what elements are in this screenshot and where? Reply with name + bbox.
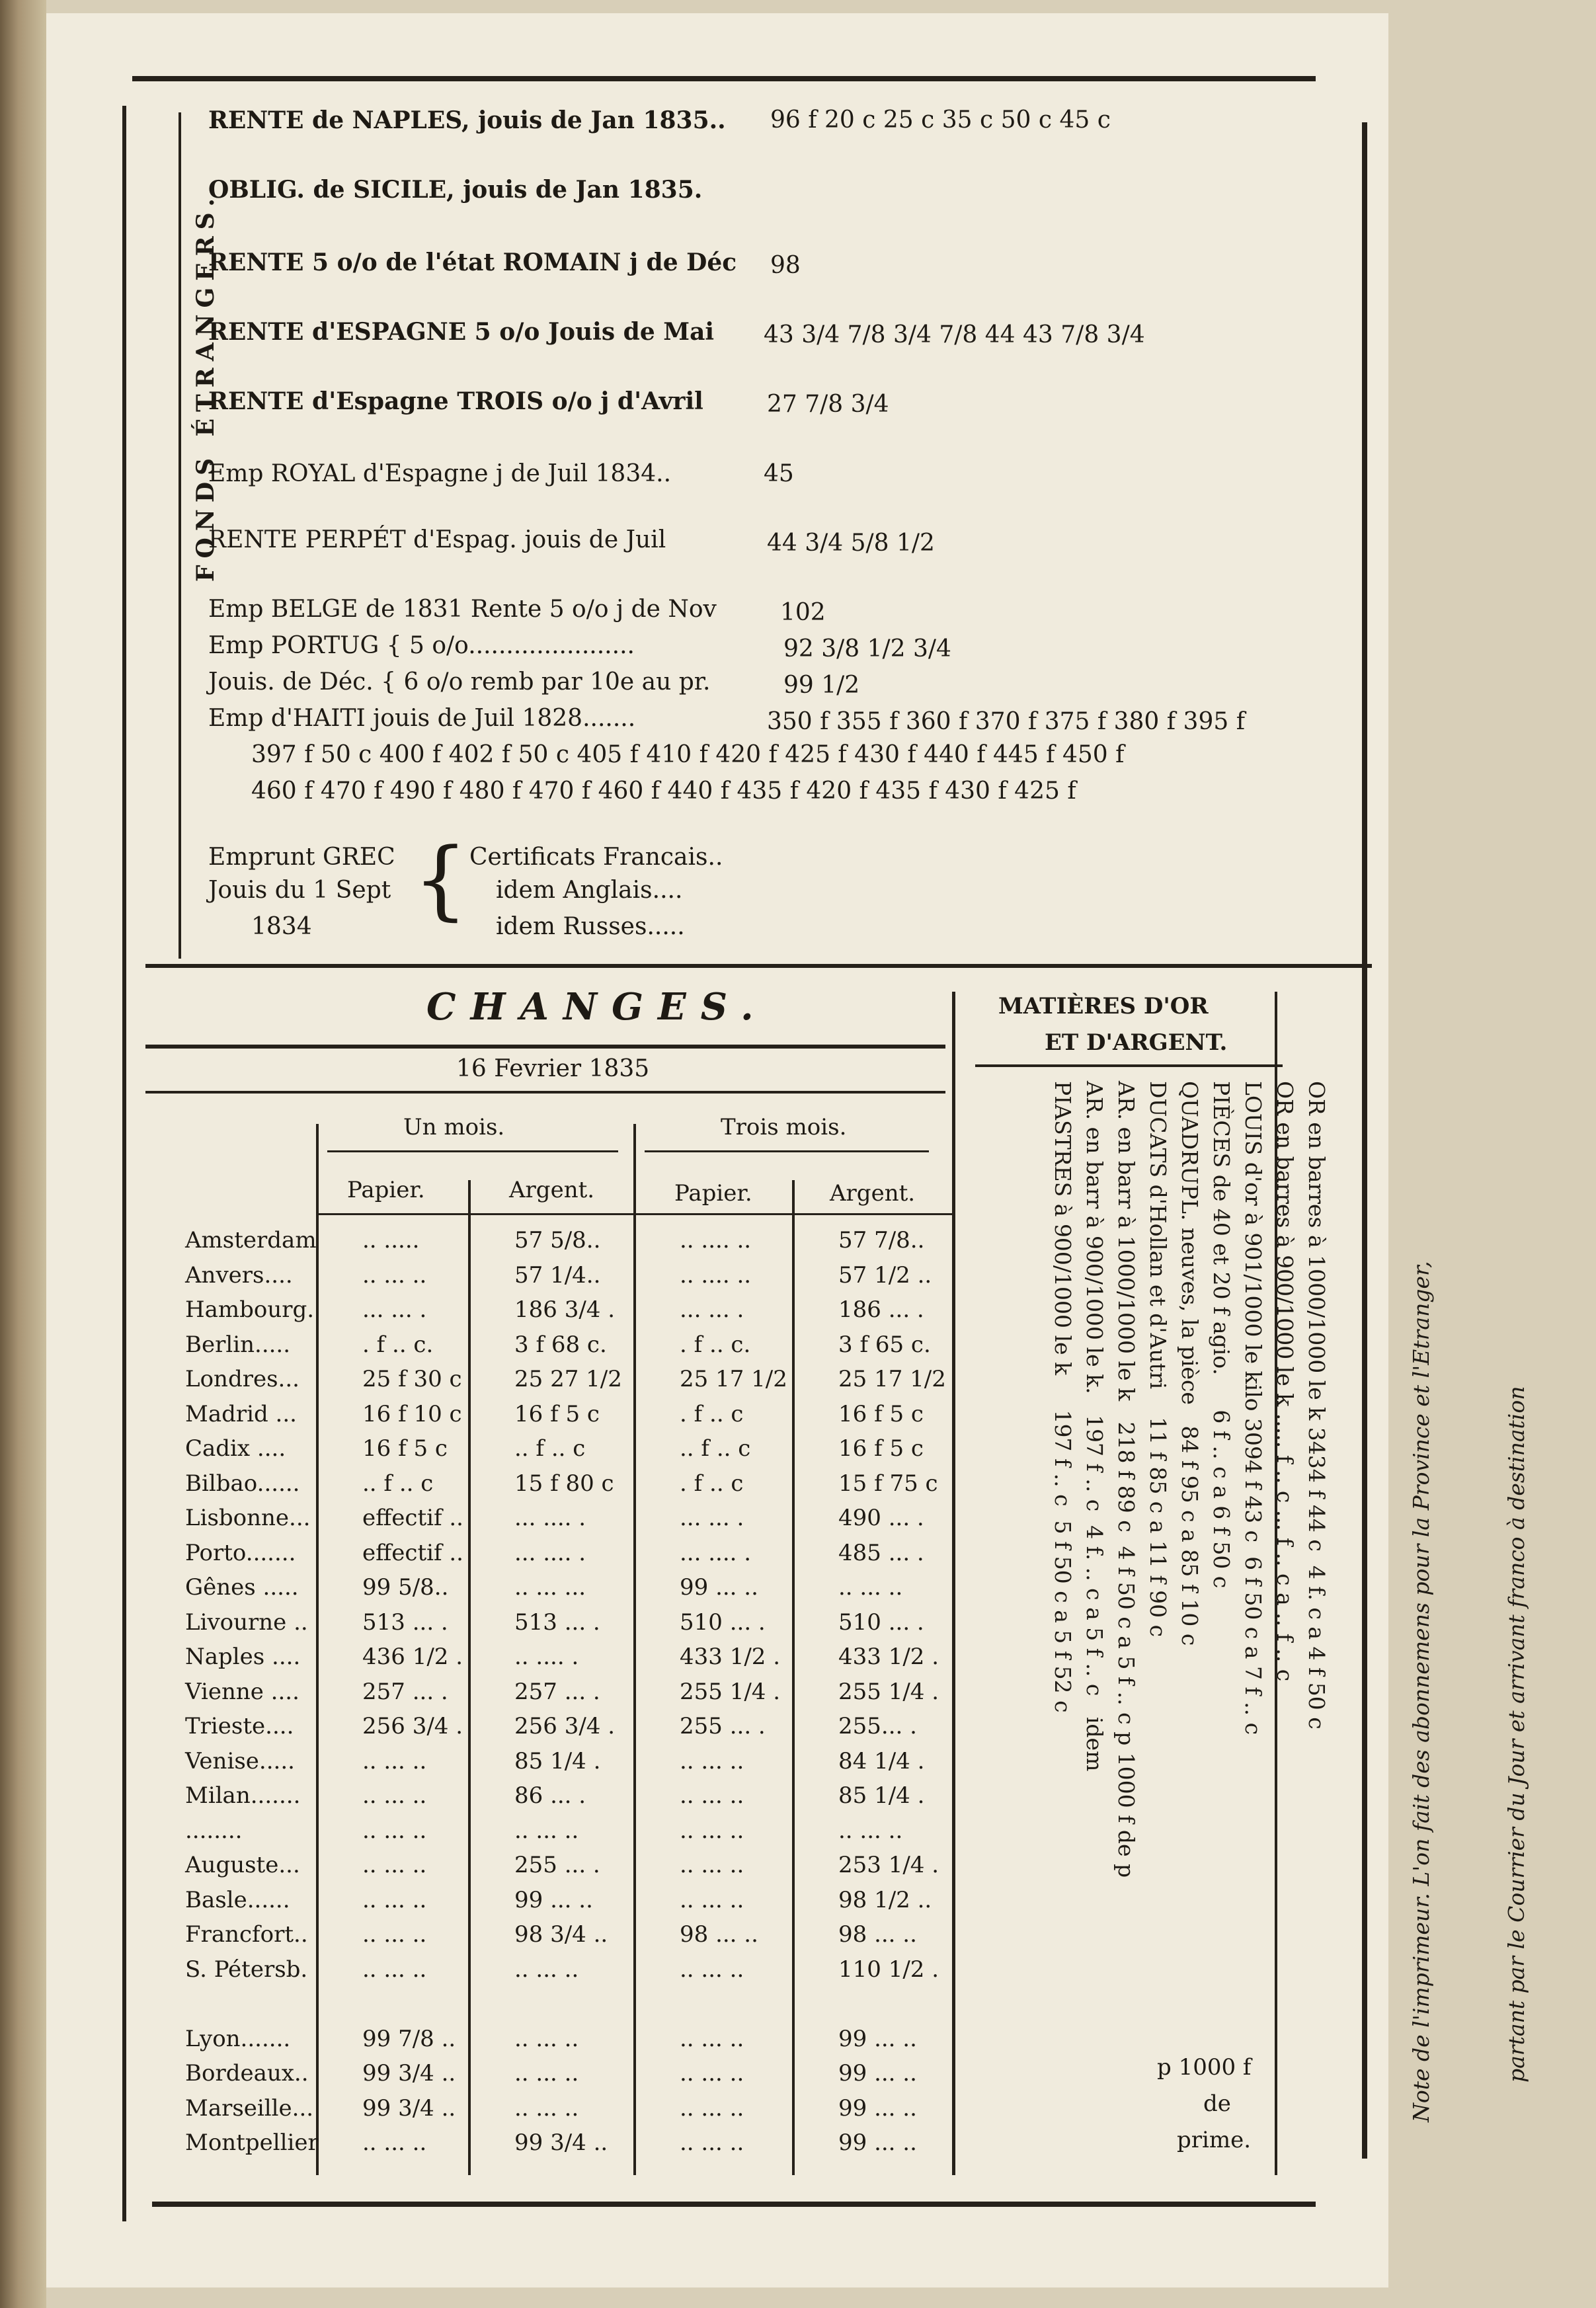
exchange-row [185,2056,990,2091]
fonds-row-value: 27 7/8 3/4 [767,391,889,418]
matieres-line: OR en barres à 900/1000 le k ..... f .. c ... f .. c a .. f .. c [1272,1081,1298,1682]
exchange-value: .. ... .. [514,2094,579,2122]
exchange-value: 99 ... .. [838,2025,917,2052]
fonds-row-label: RENTE de NAPLES, jouis de Jan 1835.. [208,106,726,134]
exchange-value: 3 f 68 c. [514,1331,607,1358]
exchange-row [185,1293,990,1328]
changes-title: CHANGES. [426,985,768,1029]
matieres-rotated-block [1021,1081,1332,2119]
exchange-city: Londres... [185,1366,299,1393]
exchange-value: .. ..... [362,1227,420,1254]
exchange-row [185,1605,990,1640]
fonds-row-value: 102 [780,599,826,626]
exchange-value [362,1987,514,2022]
exchange-value: .. ... .. [838,1817,903,1844]
exchange-city: S. Pétersb. [185,1956,308,1983]
matieres-line: LOUIS d'or à 901/1000 le kilo 3094 f 43 c 6 f 50 c a 7 f .. c [1240,1081,1266,1735]
exchange-value: .. .... .. [680,1227,752,1254]
exchange-row [185,1397,990,1432]
fonds-inner-rule [179,112,181,959]
fonds-row-label: RENTE 5 o/o de l'état ROMAIN j de Déc [208,249,737,276]
matieres-line: AR. en barr à 900/1000 le k. 197 f .. c 4 f. .. c a 5 f .. c idem [1082,1081,1107,1772]
prime-label: de [1203,2090,1231,2117]
exchange-value: 186 ... . [838,1296,924,1324]
exchange-value: . f .. c [680,1400,744,1427]
exchange-row [185,1362,990,1397]
exchange-value: .. ... .. [362,1261,427,1289]
exchange-value: 256 3/4 . [514,1713,616,1740]
exchange-city: Basle...... [185,1886,290,1913]
exchange-city: Gênes ..... [185,1574,299,1601]
fonds-row-label: RENTE d'Espagne TROIS o/o j d'Avril [208,387,703,415]
exchange-value: .. f .. c [514,1435,586,1462]
exchange-city [185,1987,362,2022]
fonds-row-value: 43 3/4 7/8 3/4 7/8 44 43 7/8 3/4 [764,321,1145,348]
changes-title-rule [145,1045,945,1049]
exchange-row [185,1952,990,1987]
grec-brace: { [413,829,468,930]
un-mois-brace [327,1150,618,1152]
fonds-row-label: RENTE d'ESPAGNE 5 o/o Jouis de Mai [208,318,715,346]
exchange-value: 99 ... .. [838,2060,917,2087]
exchange-row [185,2126,990,2161]
exchange-value: .. ... .. [680,2025,744,2052]
grec-left: Jouis du 1 Sept [208,877,391,904]
exchange-city: Auguste... [185,1852,300,1879]
exchange-value [514,1987,680,2022]
fonds-row-label: Emp BELGE de 1831 Rente 5 o/o j de Nov [208,596,717,623]
exchange-city: Hambourg. [185,1296,315,1324]
exchange-city: Trieste.... [185,1713,294,1740]
exchange-value: 99 3/4 .. [362,2094,456,2122]
matieres-title-2: ET D'ARGENT. [1045,1029,1228,1056]
exchange-value: .. ... .. [680,2060,744,2087]
grec-right: idem Anglais.... [496,877,683,904]
exchange-value: 57 1/2 .. [838,1261,932,1289]
exchange-city: Berlin..... [185,1331,291,1358]
exchange-value: .. ... .. [680,1817,744,1844]
exchange-row [185,1570,990,1605]
exchange-value: 57 1/4.. [514,1261,601,1289]
exchange-value: 436 1/2 . [362,1644,463,1671]
exchange-city: Porto....... [185,1539,296,1566]
fonds-row-value: 96 f 20 c 25 c 35 c 50 c 45 c [770,106,1111,134]
exchange-value: 85 1/4 . [514,1747,601,1774]
exchange-value: 255 ... . [514,1852,600,1879]
exchange-value: ... ... . [680,1505,744,1532]
date-rule [145,1091,945,1094]
exchange-value: 25 17 1/2 [838,1366,946,1393]
exchange-value: .. ... .. [362,1886,427,1913]
exchange-value: 110 1/2 . [838,1956,939,1983]
exchange-value: .. ... .. [362,1782,427,1810]
exchange-value: 98 1/2 .. [838,1886,932,1913]
exchange-value: 85 1/4 . [838,1782,925,1810]
exchange-row [185,1501,990,1536]
exchange-value: 257 ... . [362,1678,448,1705]
haiti-continuation: 460 f 470 f 490 f 480 f 470 f 460 f 440 f 435 f 420 f 435 f 430 f 425 f [251,777,1076,805]
matieres-line: PIÈCES de 40 et 20 f agio. 6 f .. c a 6 f 50 c [1209,1081,1234,1589]
exchange-city: Lisbonne... [185,1505,311,1532]
un-mois-heading: Un mois. [403,1114,505,1140]
exchange-value: 99 ... .. [680,1574,758,1601]
fonds-row-label: Jouis. de Déc. { 6 o/o remb par 10e au pr. [208,668,711,696]
exchange-row [185,1640,990,1675]
exchange-city: Naples .... [185,1644,301,1671]
fonds-row-label: OBLIG. de SICILE, jouis de Jan 1835. [208,176,703,204]
fonds-row-value: 99 1/2 [783,672,860,699]
exchange-row [185,1466,990,1501]
exchange-value: 16 f 5 c [362,1435,448,1462]
printer-note-line: Note de l'imprimeur. L'on fait des abonnemens pour la Province et l'Etranger, [1408,1261,1434,2122]
exchange-row [185,2022,990,2057]
left-frame-rule [122,106,126,2221]
exchange-value [680,1987,838,2022]
exchange-city: Cadix .... [185,1435,286,1462]
book-binding [0,0,46,2308]
exchange-value: 99 ... .. [514,1886,593,1913]
exchange-city: Livourne .. [185,1609,308,1636]
exchange-value: effectif .. [362,1505,463,1532]
exchange-row [185,1917,990,1952]
papier-heading-1: Papier. [347,1177,425,1203]
matieres-title-1: MATIÈRES D'OR [998,993,1209,1019]
exchange-city: Vienne .... [185,1678,299,1705]
exchange-value: .. ... .. [680,1886,744,1913]
exchange-value: 255... . [838,1713,917,1740]
top-rule [132,76,1316,81]
grec-left: 1834 [251,913,312,940]
bottom-rule [152,2202,1316,2207]
exchange-city: Montpellier [185,2129,319,2157]
exchange-value: .. ... .. [362,1747,427,1774]
exchange-value: .. ... .. [514,2025,579,2052]
exchange-value: . f .. c. [680,1331,751,1358]
exchange-value: .. ... .. [680,2129,744,2157]
fonds-row-label: Emp d'HAITI jouis de Juil 1828....... [208,705,636,732]
matieres-line: AR. en barr à 1000/1000 le k 218 f 89 c 4 f 50 c a 5 f .. c p 1000 f de p [1113,1081,1139,1878]
exchange-value: 433 1/2 . [680,1644,781,1671]
exchange-value: 513 ... . [362,1609,448,1636]
fonds-row-value: 350 f 355 f 360 f 370 f 375 f 380 f 395 f [767,708,1246,735]
exchange-value [838,1987,990,2022]
exchange-value: 25 17 1/2 [680,1366,787,1393]
exchange-city: ........ [185,1817,243,1844]
exchange-value: 57 5/8.. [514,1227,601,1254]
exchange-value: .. .... . [514,1644,579,1671]
exchange-value: 510 ... . [838,1609,924,1636]
exchange-row [185,1744,990,1779]
exchange-value: 98 ... .. [680,1921,758,1948]
exchange-value: 25 27 1/2 [514,1366,622,1393]
exchange-value: .. ... .. [680,1852,744,1879]
matieres-line: QUADRUPL. neuves, la pièce 84 f 95 c a 85 f 10 c [1177,1081,1203,1646]
exchange-value: 99 7/8 .. [362,2025,456,2052]
exchange-city: Madrid ... [185,1400,297,1427]
exchange-city: Amsterdam [185,1227,317,1254]
exchange-value: .. ... .. [680,1747,744,1774]
exchange-value: ... ... . [680,1296,744,1324]
fonds-etrangers-label: FONDS ÉTRANGERS. [192,192,219,582]
exchange-value: .. ... .. [680,1782,744,1810]
exchange-value: .. ... .. [838,1574,903,1601]
exchange-value: 186 3/4 . [514,1296,616,1324]
exchange-value: .. ... .. [680,1956,744,1983]
exchange-row [185,1883,990,1918]
exchange-value: 16 f 5 c [514,1400,600,1427]
exchange-value: 15 f 80 c [514,1470,614,1497]
printer-note-line: partant par le Courrier du Jour et arrivant franco à destination [1503,1386,1529,2083]
prime-label: p 1000 f [1157,2054,1252,2081]
fonds-row-value: 98 [770,252,801,279]
exchange-value: 84 1/4 . [838,1747,925,1774]
exchange-row [185,1987,990,2022]
exchange-city: Bordeaux.. [185,2060,309,2087]
exchange-value: 255 1/4 . [680,1678,781,1705]
exchange-city: Lyon....... [185,2025,291,2052]
exchange-value: ... .... . [514,1505,586,1532]
exchange-value: 485 ... . [838,1539,924,1566]
exchange-value: . f .. c [680,1470,744,1497]
exchange-value: 57 7/8.. [838,1227,925,1254]
fonds-row-value: 45 [764,460,794,487]
exchange-value: ... ... . [362,1296,427,1324]
exchange-value: . f .. c. [362,1331,434,1358]
exchange-value: .. .... .. [680,1261,752,1289]
exchange-value: effectif .. [362,1539,463,1566]
fonds-row-label: RENTE PERPÉT d'Espag. jouis de Juil [208,526,666,553]
exchange-value: .. ... .. [680,2094,744,2122]
exchange-row [185,2091,990,2126]
exchange-value: ... .... . [514,1539,586,1566]
grec-right: idem Russes..... [496,913,685,940]
exchange-value: .. ... ... [514,1574,586,1601]
exchange-value: .. ... .. [362,2129,427,2157]
exchange-value: .. ... .. [514,2060,579,2087]
exchange-row [185,1848,990,1883]
exchange-city: Anvers.... [185,1261,293,1289]
fonds-row-label: Emp ROYAL d'Espagne j de Juil 1834.. [208,460,672,487]
exchange-value: 513 ... . [514,1609,600,1636]
exchange-value: 16 f 10 c [362,1400,462,1427]
exchange-value: .. ... .. [362,1921,427,1948]
exchange-row [185,1536,990,1571]
exchange-city: Bilbao...... [185,1470,300,1497]
ledger-page [46,13,1529,2288]
exchange-value: .. ... .. [362,1817,427,1844]
prime-label: prime. [1177,2127,1252,2153]
exchange-value: 16 f 5 c [838,1435,924,1462]
exchange-value: 510 ... . [680,1609,766,1636]
exchange-row [185,1813,990,1849]
grec-right: Certificats Francais.. [469,844,723,871]
exchange-value: 15 f 75 c [838,1470,938,1497]
exchange-city: Venise..... [185,1747,295,1774]
exchange-value: 99 3/4 .. [362,2060,456,2087]
haiti-continuation: 397 f 50 c 400 f 402 f 50 c 405 f 410 f 420 f 425 f 430 f 440 f 445 f 450 f [251,741,1125,768]
exchange-value: 255 ... . [680,1713,766,1740]
printer-note [1342,1031,1596,2122]
exchange-row [185,1778,990,1813]
exchange-value: 99 ... .. [838,2129,917,2157]
exchange-value: 99 3/4 .. [514,2129,608,2157]
exchange-value: 86 ... . [514,1782,586,1810]
changes-date: 16 Fevrier 1835 [456,1055,650,1082]
exchange-value: 490 ... . [838,1505,924,1532]
exchange-value: .. ... .. [362,1852,427,1879]
exchange-value: 16 f 5 c [838,1400,924,1427]
matieres-rule [975,1064,1283,1067]
exchange-value: 99 ... .. [838,2094,917,2122]
exchange-value: 256 3/4 . [362,1713,463,1740]
exchange-value: .. f .. c [362,1470,434,1497]
exchange-row [185,1431,990,1466]
exchange-row [185,1328,990,1363]
exchange-value: ... .... . [680,1539,752,1566]
exchange-value: 257 ... . [514,1678,600,1705]
matieres-line: OR en barres à 1000/1000 le k 3434 f 44 c 4 f. c a 4 f 50 c [1304,1081,1330,1730]
exchange-value: 253 1/4 . [838,1852,939,1879]
exchange-row [185,1675,990,1710]
exchange-value: .. ... .. [514,1956,579,1983]
grec-left: Emprunt GREC [208,844,395,871]
trois-mois-brace [645,1150,929,1152]
exchange-value: .. ... .. [362,1956,427,1983]
exchange-city: Milan....... [185,1782,301,1810]
exchange-value: 99 5/8.. [362,1574,449,1601]
fonds-row-value: 92 3/8 1/2 3/4 [783,635,951,662]
exchange-value: 3 f 65 c. [838,1331,931,1358]
exchange-row [185,1223,990,1258]
exchange-table [185,1223,990,2161]
exchange-value: 98 3/4 .. [514,1921,608,1948]
exchange-value: 98 ... .. [838,1921,917,1948]
exchange-value: 433 1/2 . [838,1644,939,1671]
fonds-row-label: Emp PORTUG { 5 o/o...................... [208,632,635,659]
exchange-value: 25 f 30 c [362,1366,462,1393]
exchange-row [185,1258,990,1293]
papier-heading-2: Papier. [674,1180,752,1207]
argent-heading-2: Argent. [830,1180,916,1207]
argent-heading-1: Argent. [509,1177,595,1203]
matieres-line: DUCATS d'Hollan et d'Autri 11 f 85 c a 11 f 90 c [1145,1081,1171,1638]
matieres-line: PIASTRES à 900/1000 le k 197 f .. c 5 f 50 c a 5 f 52 c [1050,1081,1076,1713]
exchange-value: .. f .. c [680,1435,751,1462]
exchange-city: Marseille... [185,2094,314,2122]
fonds-bottom-rule [145,964,1372,968]
trois-mois-heading: Trois mois. [721,1114,847,1140]
exchange-value: .. ... .. [514,1817,579,1844]
fonds-row-value: 44 3/4 5/8 1/2 [767,530,935,557]
exchange-value: 255 1/4 . [838,1678,939,1705]
exchange-row [185,1709,990,1744]
exchange-city: Francfort.. [185,1921,308,1948]
